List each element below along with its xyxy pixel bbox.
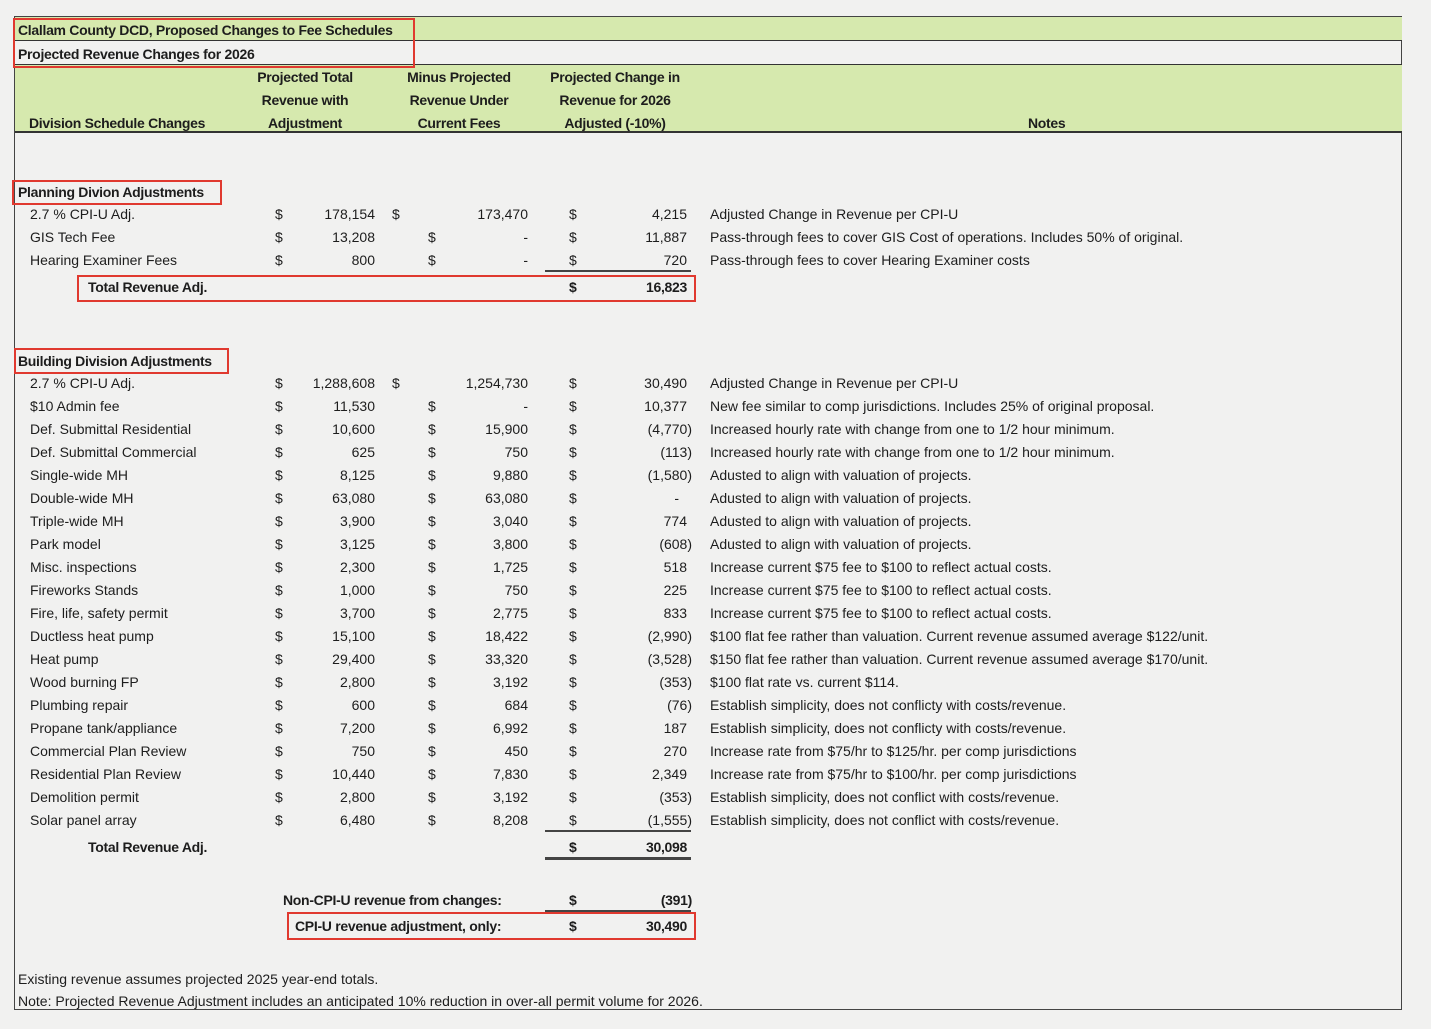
cpi-highlight-box xyxy=(287,912,696,940)
row-label: Triple-wide MH xyxy=(30,513,124,529)
currency-symbol: $ xyxy=(428,252,436,268)
column-header-projected-total: Revenue with xyxy=(261,92,349,108)
current-fees-value: 3,040 xyxy=(492,513,528,529)
currency-symbol: $ xyxy=(428,559,436,575)
row-note: Increase current $75 fee to $100 to reflect actual costs. xyxy=(710,582,1052,598)
currency-symbol: $ xyxy=(275,252,283,268)
change-value: (3,528) xyxy=(647,651,692,667)
row-label: Def. Submittal Residential xyxy=(30,421,192,437)
column-header-change: Projected Change in xyxy=(550,69,680,85)
currency-symbol: $ xyxy=(392,375,400,391)
building-total-value: 30,098 xyxy=(645,839,687,855)
change-value: (4,770) xyxy=(647,421,692,437)
currency-symbol: $ xyxy=(569,605,577,621)
change-value: 774 xyxy=(663,513,687,529)
row-note: Pass-through fees to cover GIS Cost of operations. Includes 50% of original. xyxy=(710,229,1184,245)
building-total-label: Total Revenue Adj. xyxy=(88,839,208,855)
current-fees-value: 15,900 xyxy=(485,421,528,437)
non-cpi-value: (391) xyxy=(660,892,692,908)
currency-symbol: $ xyxy=(275,206,283,222)
column-header-change: Revenue for 2026 xyxy=(559,92,671,108)
currency-symbol: $ xyxy=(569,490,577,506)
currency-symbol: $ xyxy=(569,582,577,598)
currency-symbol: $ xyxy=(428,628,436,644)
currency-symbol: $ xyxy=(275,720,283,736)
section-heading-building: Building Division Adjustments xyxy=(18,353,212,369)
currency-symbol: $ xyxy=(428,444,436,460)
row-note: Adusted to align with valuation of projects. xyxy=(710,513,972,529)
change-value: 270 xyxy=(663,743,687,759)
planning-total-value: 16,823 xyxy=(645,279,687,295)
current-fees-value: 6,992 xyxy=(492,720,528,736)
row-label: 2.7 % CPI-U Adj. xyxy=(30,206,136,222)
current-fees-value: 450 xyxy=(504,743,528,759)
row-note: Adjusted Change in Revenue per CPI-U xyxy=(710,206,959,222)
row-note: $100 flat rate vs. current $114. xyxy=(710,674,899,690)
change-value: 833 xyxy=(663,605,687,621)
currency-symbol: $ xyxy=(569,279,577,295)
current-fees-value: 3,192 xyxy=(492,674,528,690)
row-label: Park model xyxy=(30,536,101,552)
currency-symbol: $ xyxy=(275,743,283,759)
change-value: (353) xyxy=(659,789,692,805)
currency-symbol: $ xyxy=(569,206,577,222)
column-header-division: Division Schedule Changes xyxy=(29,115,206,131)
row-label: Heat pump xyxy=(30,651,99,667)
currency-symbol: $ xyxy=(569,252,577,268)
currency-symbol: $ xyxy=(428,789,436,805)
projected-total-value: 6,480 xyxy=(339,812,375,828)
column-header-current: Current Fees xyxy=(417,115,501,131)
projected-total-value: 2,800 xyxy=(339,789,375,805)
currency-symbol: $ xyxy=(275,536,283,552)
row-note: Increase rate from $75/hr to $125/hr. per comp jurisdictions xyxy=(710,743,1077,759)
change-value: (76) xyxy=(667,697,692,713)
total-double-underline xyxy=(545,857,691,860)
currency-symbol: $ xyxy=(275,789,283,805)
change-value: 187 xyxy=(663,720,687,736)
currency-symbol: $ xyxy=(569,398,577,414)
current-fees-value: 750 xyxy=(504,444,528,460)
current-fees-value: - xyxy=(523,229,528,245)
row-note: Establish simplicity, does not conflict with costs/revenue. xyxy=(710,812,1060,828)
divider xyxy=(15,131,1402,133)
row-note: Pass-through fees to cover Hearing Examiner costs xyxy=(710,252,1030,268)
footnote: Existing revenue assumes projected 2025 year-end totals. xyxy=(18,971,379,987)
change-value: 225 xyxy=(663,582,687,598)
column-header-projected-total: Projected Total xyxy=(257,69,353,85)
currency-symbol: $ xyxy=(569,559,577,575)
projected-total-value: 600 xyxy=(351,697,375,713)
currency-symbol: $ xyxy=(428,605,436,621)
row-label: Fireworks Stands xyxy=(30,582,139,598)
currency-symbol: $ xyxy=(569,918,577,934)
currency-symbol: $ xyxy=(428,812,436,828)
currency-symbol: $ xyxy=(569,743,577,759)
change-value: 4,215 xyxy=(651,206,687,222)
currency-symbol: $ xyxy=(275,513,283,529)
row-note: Increase current $75 fee to $100 to reflect actual costs. xyxy=(710,559,1052,575)
planning-total-label: Total Revenue Adj. xyxy=(88,279,208,295)
change-value: (1,555) xyxy=(647,812,692,828)
row-note: Increased hourly rate with change from one to 1/2 hour minimum. xyxy=(710,444,1115,460)
currency-symbol: $ xyxy=(569,229,577,245)
row-note: Increase rate from $75/hr to $100/hr. per comp jurisdictions xyxy=(710,766,1077,782)
projected-total-value: 178,154 xyxy=(324,206,375,222)
row-note: $150 flat fee rather than valuation. Current revenue assumed average $170/unit. xyxy=(710,651,1209,667)
current-fees-value: 684 xyxy=(504,697,528,713)
column-header-current: Minus Projected xyxy=(407,69,511,85)
currency-symbol: $ xyxy=(275,490,283,506)
currency-symbol: $ xyxy=(275,812,283,828)
header-row-bg xyxy=(15,64,1402,131)
current-fees-value: 18,422 xyxy=(485,628,528,644)
change-value: 30,490 xyxy=(644,375,687,391)
currency-symbol: $ xyxy=(569,628,577,644)
row-note: New fee similar to comp jurisdictions. Includes 25% of original proposal. xyxy=(710,398,1155,414)
change-value: 10,377 xyxy=(644,398,687,414)
change-value: 720 xyxy=(663,252,687,268)
projected-total-value: 1,288,608 xyxy=(312,375,375,391)
row-label: Hearing Examiner Fees xyxy=(30,252,178,268)
document-title: Clallam County DCD, Proposed Changes to Fee Schedules xyxy=(18,22,393,38)
current-fees-value: 173,470 xyxy=(477,206,528,222)
currency-symbol: $ xyxy=(569,467,577,483)
currency-symbol: $ xyxy=(428,720,436,736)
current-fees-value: 1,254,730 xyxy=(465,375,528,391)
currency-symbol: $ xyxy=(428,467,436,483)
row-note: Establish simplicity, does not conflicty with costs/revenue. xyxy=(710,720,1067,736)
change-value: (608) xyxy=(659,536,692,552)
projected-total-value: 10,600 xyxy=(332,421,375,437)
currency-symbol: $ xyxy=(275,467,283,483)
currency-symbol: $ xyxy=(569,421,577,437)
change-value: (113) xyxy=(660,444,692,460)
subtotal-underline xyxy=(545,830,691,832)
projected-total-value: 8,125 xyxy=(339,467,375,483)
currency-symbol: $ xyxy=(569,651,577,667)
currency-symbol: $ xyxy=(428,421,436,437)
row-label: Residential Plan Review xyxy=(30,766,181,782)
currency-symbol: $ xyxy=(275,651,283,667)
row-label: Single-wide MH xyxy=(30,467,129,483)
planning-highlight-box xyxy=(12,180,222,205)
currency-symbol: $ xyxy=(569,697,577,713)
section-heading-planning: Planning Divion Adjustments xyxy=(18,184,204,200)
row-label: Solar panel array xyxy=(30,812,137,828)
currency-symbol: $ xyxy=(569,812,577,828)
projected-total-value: 29,400 xyxy=(332,651,375,667)
change-value: 518 xyxy=(663,559,687,575)
currency-symbol: $ xyxy=(275,697,283,713)
row-label: GIS Tech Fee xyxy=(30,229,116,245)
currency-symbol: $ xyxy=(275,582,283,598)
change-value: (1,580) xyxy=(647,467,692,483)
currency-symbol: $ xyxy=(275,559,283,575)
projected-total-value: 10,440 xyxy=(332,766,375,782)
row-note: Increase current $75 fee to $100 to reflect actual costs. xyxy=(710,605,1052,621)
currency-symbol: $ xyxy=(569,536,577,552)
currency-symbol: $ xyxy=(428,674,436,690)
column-header-change: Adjusted (-10%) xyxy=(564,115,666,131)
cpi-value: 30,490 xyxy=(645,918,687,934)
projected-total-value: 7,200 xyxy=(339,720,375,736)
row-label: Wood burning FP xyxy=(30,674,139,690)
currency-symbol: $ xyxy=(569,766,577,782)
current-fees-value: - xyxy=(523,252,528,268)
projected-total-value: 2,800 xyxy=(339,674,375,690)
footnote: Note: Projected Revenue Adjustment includes an anticipated 10% reduction in over-all permit volume for 2026. xyxy=(18,993,703,1009)
projected-total-value: 750 xyxy=(351,743,375,759)
row-note: Adusted to align with valuation of projects. xyxy=(710,490,972,506)
row-label: Misc. inspections xyxy=(30,559,137,575)
currency-symbol: $ xyxy=(275,421,283,437)
column-header-notes: Notes xyxy=(1028,115,1066,131)
row-label: Propane tank/appliance xyxy=(30,720,178,736)
currency-symbol: $ xyxy=(569,375,577,391)
projected-total-value: 1,000 xyxy=(339,582,375,598)
projected-total-value: 625 xyxy=(351,444,375,460)
currency-symbol: $ xyxy=(275,444,283,460)
non-cpi-label: Non-CPI-U revenue from changes: xyxy=(283,892,502,908)
current-fees-value: 9,880 xyxy=(492,467,528,483)
current-fees-value: 1,725 xyxy=(492,559,528,575)
row-label: $10 Admin fee xyxy=(30,398,120,414)
building-highlight-box xyxy=(14,348,229,374)
row-label: Double-wide MH xyxy=(30,490,134,506)
title-highlight-box xyxy=(13,18,415,68)
row-label: Plumbing repair xyxy=(30,697,129,713)
row-note: Increased hourly rate with change from one to 1/2 hour minimum. xyxy=(710,421,1115,437)
row-label: 2.7 % CPI-U Adj. xyxy=(30,375,136,391)
projected-total-value: 2,300 xyxy=(339,559,375,575)
currency-symbol: $ xyxy=(569,674,577,690)
row-label: Commercial Plan Review xyxy=(30,743,187,759)
row-note: Establish simplicity, does not conflict with costs/revenue. xyxy=(710,789,1060,805)
projected-total-value: 15,100 xyxy=(332,628,375,644)
projected-total-value: 3,125 xyxy=(339,536,375,552)
row-note: Adusted to align with valuation of projects. xyxy=(710,467,972,483)
currency-symbol: $ xyxy=(275,766,283,782)
currency-symbol: $ xyxy=(275,375,283,391)
currency-symbol: $ xyxy=(569,839,577,855)
column-header-current: Revenue Under xyxy=(409,92,509,108)
current-fees-value: - xyxy=(523,398,528,414)
change-value: 11,887 xyxy=(645,229,687,245)
current-fees-value: 3,192 xyxy=(492,789,528,805)
row-note: $100 flat fee rather than valuation. Current revenue assumed average $122/unit. xyxy=(710,628,1209,644)
current-fees-value: 2,775 xyxy=(492,605,528,621)
change-value: - xyxy=(674,490,679,506)
currency-symbol: $ xyxy=(275,674,283,690)
currency-symbol: $ xyxy=(392,206,400,222)
table-frame xyxy=(14,16,1402,1010)
row-note: Establish simplicity, does not conflicty with costs/revenue. xyxy=(710,697,1067,713)
projected-total-value: 13,208 xyxy=(332,229,375,245)
current-fees-value: 33,320 xyxy=(485,651,528,667)
currency-symbol: $ xyxy=(275,605,283,621)
currency-symbol: $ xyxy=(428,697,436,713)
currency-symbol: $ xyxy=(569,444,577,460)
projected-total-value: 11,530 xyxy=(333,398,375,414)
currency-symbol: $ xyxy=(275,628,283,644)
currency-symbol: $ xyxy=(275,398,283,414)
currency-symbol: $ xyxy=(428,582,436,598)
row-note: Adjusted Change in Revenue per CPI-U xyxy=(710,375,959,391)
currency-symbol: $ xyxy=(428,766,436,782)
currency-symbol: $ xyxy=(428,513,436,529)
currency-symbol: $ xyxy=(569,789,577,805)
row-label: Ductless heat pump xyxy=(30,628,154,644)
row-label: Demolition permit xyxy=(30,789,139,805)
currency-symbol: $ xyxy=(428,651,436,667)
subtotal-underline xyxy=(545,270,691,272)
change-value: (353) xyxy=(659,674,692,690)
currency-symbol: $ xyxy=(428,229,436,245)
currency-symbol: $ xyxy=(428,536,436,552)
cpi-label: CPI-U revenue adjustment, only: xyxy=(295,918,502,934)
planning-total-highlight-box xyxy=(77,275,696,302)
currency-symbol: $ xyxy=(428,490,436,506)
row-note: Adusted to align with valuation of projects. xyxy=(710,536,972,552)
projected-total-value: 3,900 xyxy=(339,513,375,529)
change-value: 2,349 xyxy=(651,766,687,782)
currency-symbol: $ xyxy=(569,513,577,529)
current-fees-value: 3,800 xyxy=(492,536,528,552)
row-label: Def. Submittal Commercial xyxy=(30,444,197,460)
document-subtitle: Projected Revenue Changes for 2026 xyxy=(18,46,255,62)
currency-symbol: $ xyxy=(275,229,283,245)
row-label: Fire, life, safety permit xyxy=(30,605,168,621)
currency-symbol: $ xyxy=(428,743,436,759)
column-header-projected-total: Adjustment xyxy=(267,115,342,131)
currency-symbol: $ xyxy=(428,398,436,414)
current-fees-value: 63,080 xyxy=(485,490,528,506)
current-fees-value: 8,208 xyxy=(492,812,528,828)
current-fees-value: 750 xyxy=(504,582,528,598)
current-fees-value: 7,830 xyxy=(492,766,528,782)
change-value: (2,990) xyxy=(647,628,692,644)
currency-symbol: $ xyxy=(569,892,577,908)
projected-total-value: 63,080 xyxy=(332,490,375,506)
currency-symbol: $ xyxy=(569,720,577,736)
projected-total-value: 3,700 xyxy=(339,605,375,621)
projected-total-value: 800 xyxy=(351,252,375,268)
